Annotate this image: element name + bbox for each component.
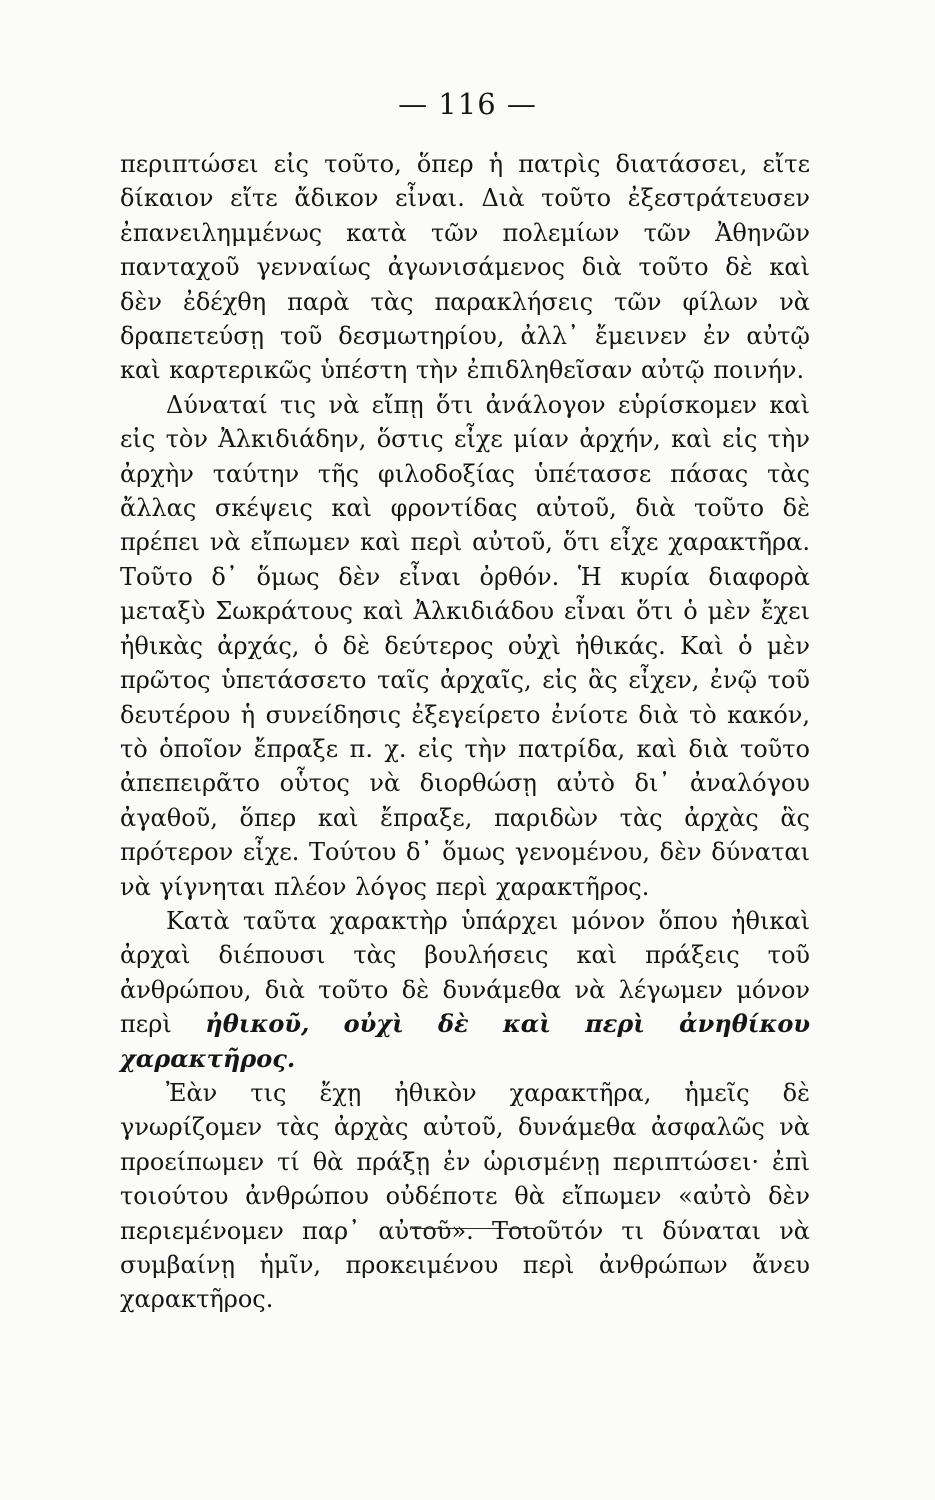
paragraph-1: περιπτώσει εἰς τοῦτο, ὅπερ ἡ πατρὶς διατάσσει, εἴτε δίκαιον εἴτε ἄδικον εἶναι. Διὰ τοῦτο ἐξεστράτευσεν ἐπανειλημμένως κατὰ τῶν πολεμίων τῶν Ἀθηνῶν πανταχοῦ γενναίως ἀγωνισάμενος διὰ τοῦτο δὲ καὶ δὲν ἐδέχθη παρὰ τὰς παρακλήσεις τῶν φίλων νὰ δραπετεύσῃ τοῦ δεσμωτηρίου, ἀλλ᾿ ἔμεινεν ἐν αὐτῷ καὶ καρτερικῶς ὑπέστη τὴν ἐπιδληθεῖσαν αὐτῷ ποινήν. (120, 150, 810, 385)
emphasized-term: ἠθικοῦ, οὐχὶ δὲ καὶ περὶ ἀνηθίκου χαρακτῆρος. (120, 1009, 810, 1073)
page-number: — 116 — (398, 87, 537, 121)
body-text (120, 147, 810, 1317)
paragraph-3-text: Κατὰ ταῦτα χαρακτὴρ ὑπάρχει μόνον ὅπου ἠθικαὶ ἀρχαὶ διέπουσι τὰς βουλήσεις καὶ πράξεις τοῦ ἀνθρώπου, διὰ τοῦτο δὲ δυνάμεθα νὰ λέγωμεν μόνον περὶ (120, 906, 810, 1039)
paragraph-4: Ἐὰν τις ἔχῃ ἠθικὸν χαρακτῆρα, ἡμεῖς δὲ γνωρίζομεν τὰς ἀρχὰς αὐτοῦ, δυνάμεθα ἀσφαλῶς νὰ προείπωμεν τί θὰ πράξῃ ἐν ὡρισμένῃ περιπτώσει· ἐπὶ τοιούτου ἀνθρώπου οὐδέποτε θὰ εἴπωμεν «αὐτὸ δὲν περιεμένομεν παρ᾿ αὐτοῦ». Τοιοῦτόν τι δύναται νὰ συμβαίνῃ ἡμῖν, προκειμένου περὶ ἀνθρώπων ἄνευ χαρακτῆρος. (120, 1078, 810, 1314)
paragraph-2: Δύναταί τις νὰ εἴπῃ ὅτι ἀνάλογον εὑρίσκομεν καὶ εἰς τὸν Ἀλκιδιάδην, ὅστις εἶχε μίαν ἀρχήν, καὶ εἰς τὴν ἀρχὴν ταύτην τῆς φιλοδοξίας ὑπέτασσε πάσας τὰς ἄλλας σκέψεις καὶ φροντίδας αὐτοῦ, διὰ τοῦτο δὲ πρέπει νὰ εἴπωμεν καὶ περὶ αὐτοῦ, ὅτι εἶχε χαρακτῆρα. Τοῦτο δ᾿ ὅμως δὲν εἶναι ὀρθόν. Ἡ κυρία διαφορὰ μεταξὺ Σωκράτους καὶ Ἀλκιδιάδου εἶναι ὅτι ὁ μὲν ἔχει ἠθικὰς ἀρχάς, ὁ δὲ δεύτερος οὐχὶ ἠθικάς. Καὶ ὁ μὲν πρῶτος ὑπετάσσετο ταῖς ἀρχαῖς, εἰς ἃς εἶχεν, ἐνῷ τοῦ δευτέρου ἡ συνείδησις ἐξεγείρετο ἐνίοτε διὰ τὸ κακόν, τὸ ὁποῖον ἔπραξε π. χ. εἰς τὴν πατρίδα, καὶ διὰ τοῦτο ἀπεπειρᾶτο οὗτος νὰ διορθώσῃ αὐτὸ δι᾿ ἀναλόγου ἀγαθοῦ, ὅπερ καὶ ἔπραξε, παριδὼν τὰς ἀρχὰς ἃς πρότερον εἶχε. Τούτου δ᾿ ὅμως γενομένου, δὲν δύναται νὰ γίγνηται πλέον λόγος περὶ χαρακτῆρος. (120, 390, 810, 901)
paragraph-3 (120, 904, 810, 1076)
footer-rule (412, 1228, 534, 1229)
